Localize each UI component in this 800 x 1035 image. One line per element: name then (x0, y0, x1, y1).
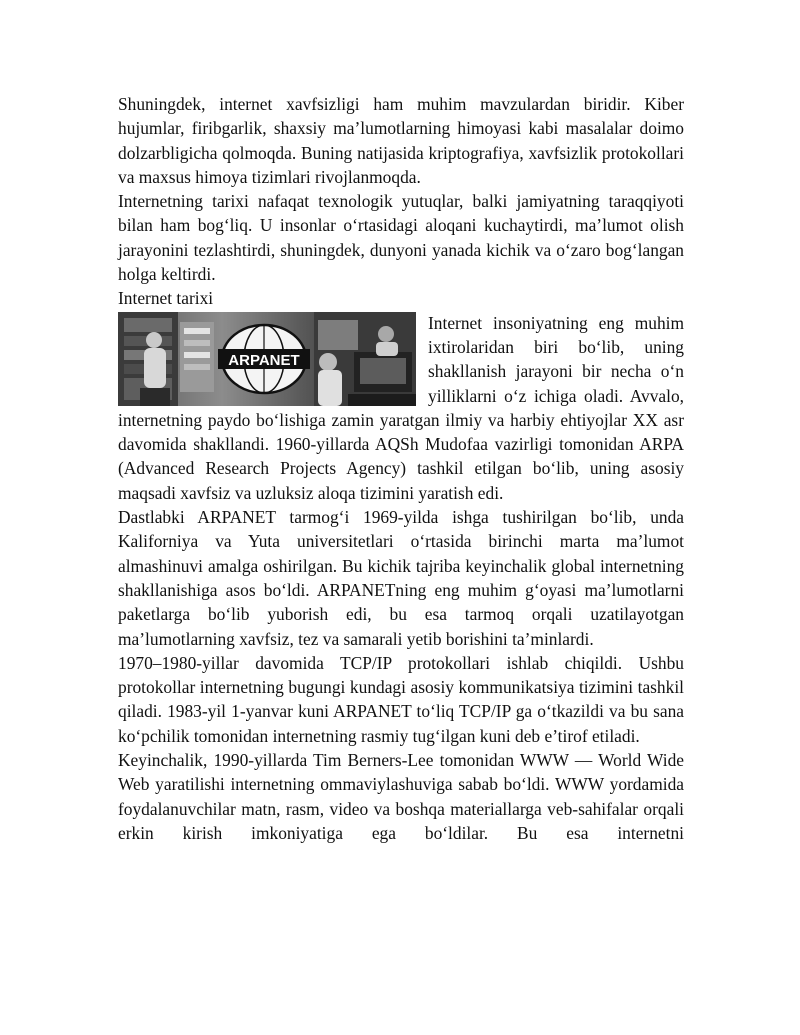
paragraph-arpanet: Dastlabki ARPANET tarmog‘i 1969-yilda ishga tushirilgan bo‘lib, unda Kaliforniya va Yuta universitetlari o‘rtasida birinchi marta ma’lumot almashinuvi amalga oshirilgan. Bu kichik tajriba keyinchalik global internetning shakllanishiga asos bo‘ldi. ARPANETning eng muhim g‘oyasi ma’lumotlarni paketlarga bo‘lib yuborish edi, bu esa tarmoq orqali uzatilayotgan ma’lumotlarning xavfsiz, tez va samarali yetib borishini ta’minlardi. (118, 507, 684, 649)
paragraph-tcpip: 1970–1980-yillar davomida TCP/IP protokollari ishlab chiqildi. Ushbu protokollar internetning bugungi kundagi asosiy kommunikatsiya tizimini tashkil qiladi. 1983-yil 1-yanvar kuni ARPANET to‘liq TCP/IP ga o‘tkazildi va bu sana ko‘pchilik tomonidan internetning rasmiy tug‘ilgan kuni deb e’tirof etiladi. (118, 652, 684, 746)
section-heading: Internet tarixi (118, 288, 214, 309)
paragraph-security: Shuningdek, internet xavfsizligi ham muhim mavzulardan biridir. Kiber hujumlar, firibgarlik, shaxsiy ma’lumotlarning himoyasi kabi masalalar doimo dolzarbligicha qolmoqda. Buning natijasida kriptografiya, xavfsizlik protokollari va maxsus himoya tizimlari rivojlanmoqda. (118, 94, 684, 187)
arpanet-logo-text: ARPANET (228, 351, 300, 369)
arpanet-photo (118, 312, 416, 406)
paragraph-society: Internetning tarixi nafaqat texnologik yutuqlar, balki jamiyatning taraqqiyoti bilan ham bog‘liq. U insonlar o‘rtasidagi aloqani kuchaytirdi, ma’lumot olish jarayonini tezlashtirdi, shuningdek, dunyoni yanada kichik va o‘zaro bog‘langan holga keltirdi. (118, 191, 684, 285)
document-page (118, 92, 684, 845)
arpanet-photo-image (118, 312, 416, 406)
paragraph-history-intro: Internet insoniyatning eng muhim ixtirolaridan biri bo‘lib, uning shakllanish jarayoni bir necha o‘n yilliklarni o‘z ichiga oladi. Avvalo, internetning paydo bo‘lishiga zamin yaratgan ilmiy va harbiy ehtiyojlar XX asr davomida shakllandi. 1960-yillarda AQSh Mudofaa vazirligi tomonidan ARPA (Advanced Research Projects Agency) tashkil etilgan bo‘lib, uning asosiy maqsadi xavfsiz va uzluksiz aloqa tizimini yaratish edi. (118, 312, 684, 503)
paragraph-www: Keyinchalik, 1990-yillarda Tim Berners-Lee tomonidan WWW — World Wide Web yaratilishi internetning ommaviylashuviga sabab bo‘ldi. WWW yordamida foydalanuvchilar matn, rasm, video va boshqa materiallarga veb-sahifalar orqali erkin kirish imkoniyatiga ega bo‘ldilar. Bu esa internetni (118, 750, 684, 843)
